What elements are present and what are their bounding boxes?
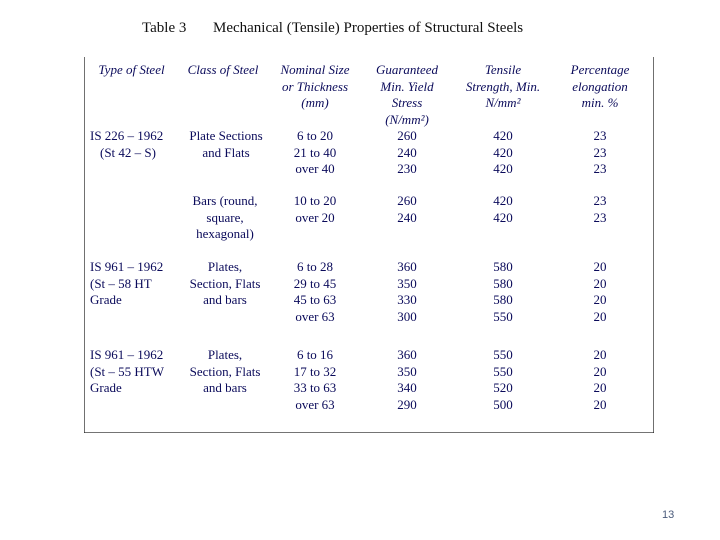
cell-line: 580 [493,259,513,274]
table-number: Table 3 [142,20,187,36]
header-elongation [554,62,646,112]
cell-line: 420 [493,193,513,208]
row4-tensile [454,347,552,413]
cell-line: Guaranteed [375,62,439,77]
cell-line: 20 [593,308,607,324]
cell-line: 23 [593,161,607,176]
cell-line: Plates, [207,259,243,274]
cell-line: 20 [593,259,607,274]
row2-yield [362,193,452,226]
cell-line: 300 [397,308,417,324]
row3-yield [362,259,452,325]
row1-class [181,128,271,161]
header-class-of-steel [179,62,267,79]
row1-elongation [554,128,646,178]
cell-line: 350 [397,275,417,291]
cell-line: over 63 [295,396,335,412]
cell-line: IS 226 – 1962 [90,128,164,143]
cell-line: 420 [493,144,513,160]
cell-line: 550 [493,347,513,362]
cell-line: Min. Yield [380,78,434,94]
row2-size [269,193,361,226]
cell-line: 360 [397,259,417,274]
cell-line: 580 [493,275,513,291]
cell-line: 360 [397,347,417,362]
cell-line: (N/mm²) [385,111,429,127]
cell-line: 29 to 45 [293,275,337,291]
row2-tensile [454,193,552,226]
row4-type [90,347,185,397]
cell-line: 6 to 20 [296,128,334,143]
cell-line: IS 961 – 1962 [90,259,164,274]
cell-line: Section, Flats [189,363,261,379]
row1-tensile [454,128,552,178]
cell-line: 20 [593,396,607,412]
cell-line: Plate Sections [189,128,263,143]
cell-line: Type of Steel [98,62,165,77]
cell-line: 290 [397,396,417,412]
row2-class [179,193,271,243]
row1-yield [362,128,452,178]
cell-line: N/mm² [485,95,521,110]
cell-line: 340 [397,380,417,395]
row1-size [269,128,361,178]
cell-line: Grade [90,380,122,395]
row2-elongation [554,193,646,226]
table-caption: Mechanical (Tensile) Properties of Structural Steels [213,20,524,36]
cell-line: 10 to 20 [293,193,337,208]
cell-line: 420 [493,209,513,225]
cell-line: 21 to 40 [293,144,337,160]
header-nominal-size [269,62,361,112]
cell-line: (St – 58 HT [90,275,152,291]
cell-line: 420 [493,128,513,143]
cell-line: 20 [593,292,607,307]
row3-type [90,259,185,309]
cell-line: 23 [593,128,607,143]
cell-line: IS 961 – 1962 [90,347,164,362]
cell-line: 420 [493,161,513,176]
cell-line: Nominal Size [280,62,350,77]
cell-line: 240 [397,209,417,225]
cell-line: 330 [397,292,417,307]
cell-line: (St – 55 HTW [90,363,165,379]
cell-line: 550 [493,308,513,324]
cell-line: 260 [397,193,417,208]
cell-line: Tensile [484,62,522,77]
row4-elongation [554,347,646,413]
header-tensile-strength [454,62,552,112]
cell-line: 350 [397,363,417,379]
cell-line: 260 [397,128,417,143]
cell-line: 6 to 28 [296,259,334,274]
cell-line: 20 [593,363,607,379]
cell-line: over 40 [295,161,335,176]
cell-line: 20 [593,275,607,291]
cell-line: Bars (round, [192,193,258,208]
cell-line: square, [206,209,244,225]
cell-line: 550 [493,363,513,379]
cell-line: 23 [593,144,607,160]
cell-line: 17 to 32 [293,363,337,379]
cell-line: 240 [397,144,417,160]
cell-line: over 20 [295,209,335,225]
cell-line: over 63 [295,308,335,324]
cell-line: elongation [572,78,628,94]
cell-line: 580 [493,292,513,307]
row3-elongation [554,259,646,325]
cell-line: and bars [203,380,247,395]
cell-line: or Thickness [281,78,349,94]
row4-size [269,347,361,413]
cell-line: 20 [593,380,607,395]
cell-line: 500 [493,396,513,412]
cell-line: Section, Flats [189,275,261,291]
cell-line: 20 [593,347,607,362]
cell-line: and bars [203,292,247,307]
header-type-of-steel [84,62,179,79]
cell-line: 230 [397,161,417,176]
cell-line: Grade [90,292,122,307]
row3-size [269,259,361,325]
cell-line: Plates, [207,347,243,362]
row1-type [90,128,185,161]
cell-line: (mm) [301,95,329,110]
page-number: 13 [662,509,675,521]
cell-line: (St 42 – S) [100,144,156,160]
row4-class [179,347,271,397]
row4-yield [362,347,452,413]
cell-line: 520 [493,380,513,395]
row3-tensile [454,259,552,325]
cell-line: hexagonal) [196,226,254,241]
cell-line: 23 [593,193,607,208]
cell-line: min. % [581,95,619,110]
cell-line: 33 to 63 [293,380,337,395]
cell-line: Strength, Min. [465,78,541,94]
cell-line: Percentage [570,62,630,77]
cell-line: and Flats [202,144,250,160]
cell-line: Stress [391,95,423,110]
header-yield-stress [362,62,452,128]
cell-line: 45 to 63 [293,292,337,307]
cell-line: 23 [593,209,607,225]
cell-line: Class of Steel [187,62,259,77]
properties-table [84,57,654,433]
cell-line: 6 to 16 [296,347,334,362]
row3-class [179,259,271,309]
